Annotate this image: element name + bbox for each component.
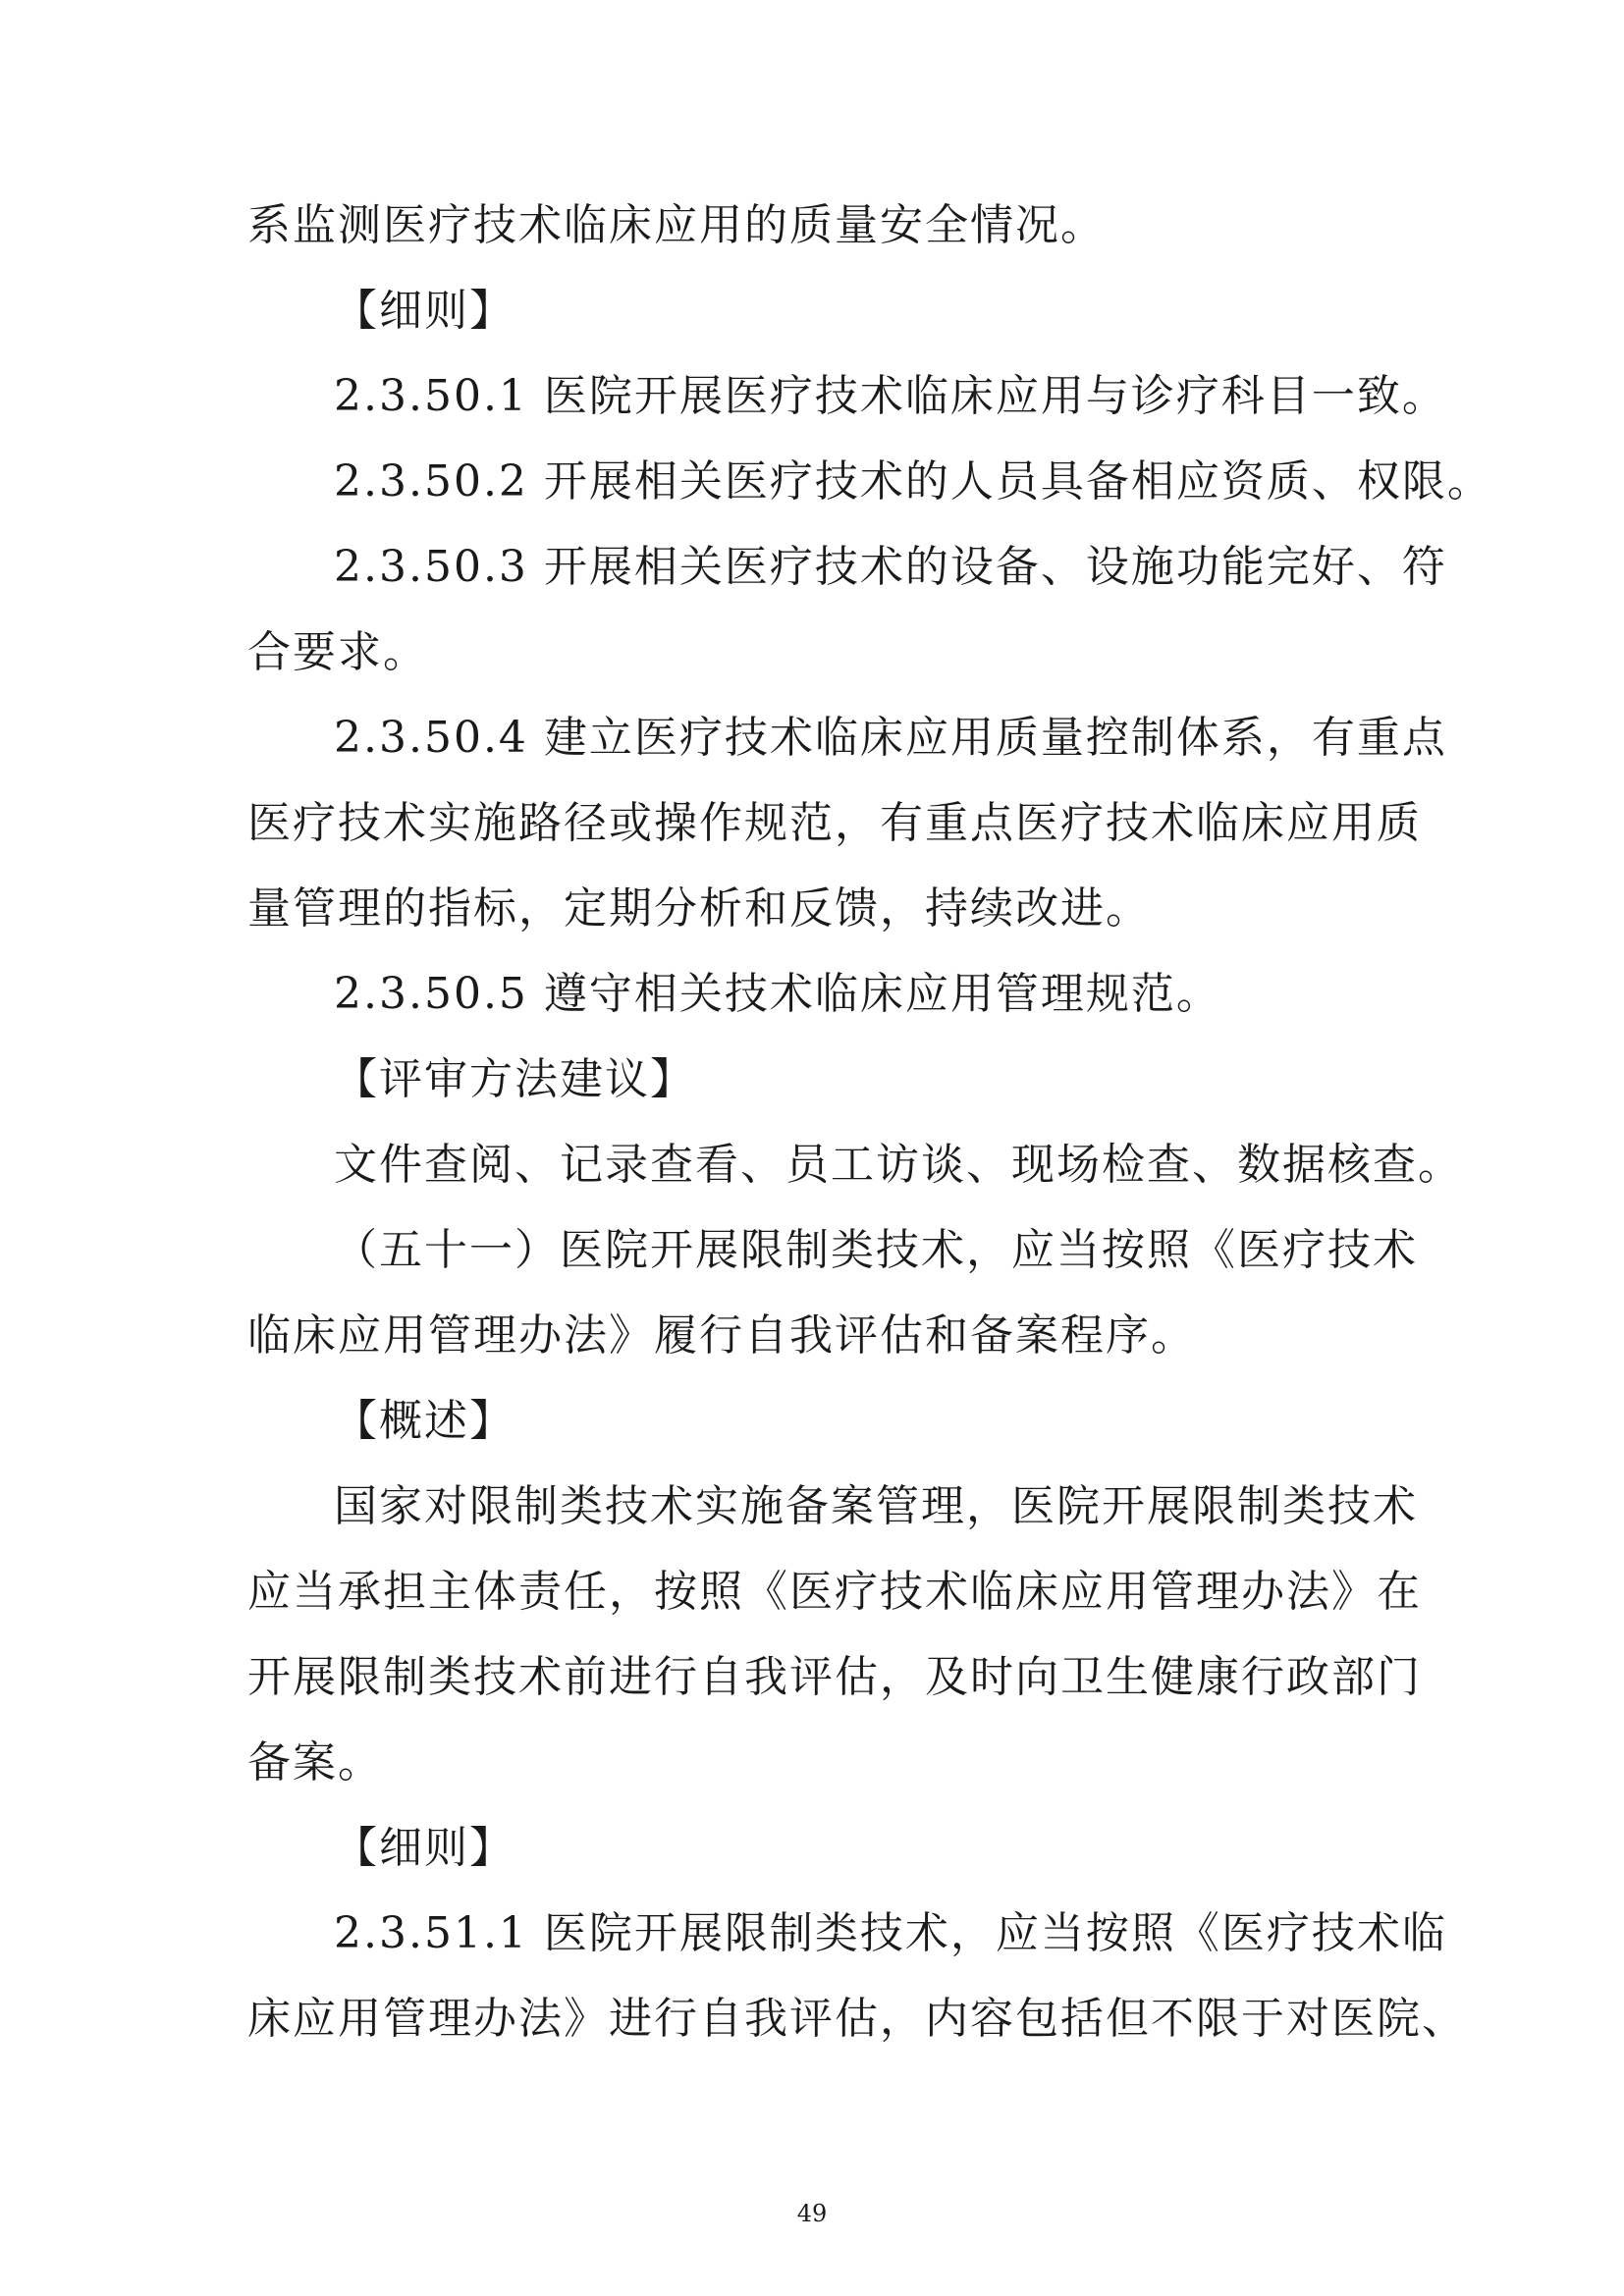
review-methods-text: 文件查阅、记录查看、员工访谈、现场检查、数据核查。 <box>334 1140 1463 1190</box>
rule-2-3-50-5: 2.3.50.5 遵守相关技术临床应用管理规范。 <box>334 969 1221 1019</box>
rule-2-3-50-1: 2.3.50.1 医院开展医疗技术临床应用与诊疗科目一致。 <box>334 371 1447 421</box>
rule-2-3-50-3: 2.3.50.3 开展相关医疗技术的设备、设施功能完好、符 <box>334 542 1447 592</box>
overview-text-continued: 开展限制类技术前进行自我评估，及时向卫生健康行政部门 <box>247 1652 1422 1702</box>
rule-2-3-51-1: 2.3.51.1 医院开展限制类技术，应当按照《医疗技术临 <box>334 1908 1447 1958</box>
article-51-title: （五十一）医院开展限制类技术，应当按照《医疗技术 <box>334 1225 1418 1275</box>
rule-2-3-50-4: 2.3.50.4 建立医疗技术临床应用质量控制体系，有重点 <box>334 713 1447 763</box>
section-heading-review-methods: 【评审方法建议】 <box>334 1054 695 1104</box>
overview-text: 国家对限制类技术实施备案管理，医院开展限制类技术 <box>334 1481 1418 1531</box>
overview-text-continued: 备案。 <box>247 1737 383 1788</box>
section-heading-overview: 【概述】 <box>334 1396 514 1446</box>
overview-text-continued: 应当承担主体责任，按照《医疗技术临床应用管理办法》在 <box>247 1567 1422 1617</box>
rule-2-3-50-4-continued: 医疗技术实施路径或操作规范，有重点医疗技术临床应用质 <box>247 798 1422 848</box>
page-number: 49 <box>796 2200 828 2227</box>
rule-2-3-51-1-continued: 床应用管理办法》进行自我评估，内容包括但不限于对医院、 <box>247 1994 1467 2044</box>
rule-2-3-50-4-continued: 量管理的指标，定期分析和反馈，持续改进。 <box>247 883 1151 934</box>
section-heading-rules: 【细则】 <box>334 1823 514 1873</box>
section-heading-rules: 【细则】 <box>334 286 514 336</box>
rule-2-3-50-2: 2.3.50.2 开展相关医疗技术的人员具备相应资质、权限。 <box>334 456 1492 507</box>
article-51-title-continued: 临床应用管理办法》履行自我评估和备案程序。 <box>247 1310 1196 1361</box>
paragraph-line: 系监测医疗技术临床应用的质量安全情况。 <box>247 200 1106 250</box>
rule-2-3-50-3-continued: 合要求。 <box>247 627 428 677</box>
